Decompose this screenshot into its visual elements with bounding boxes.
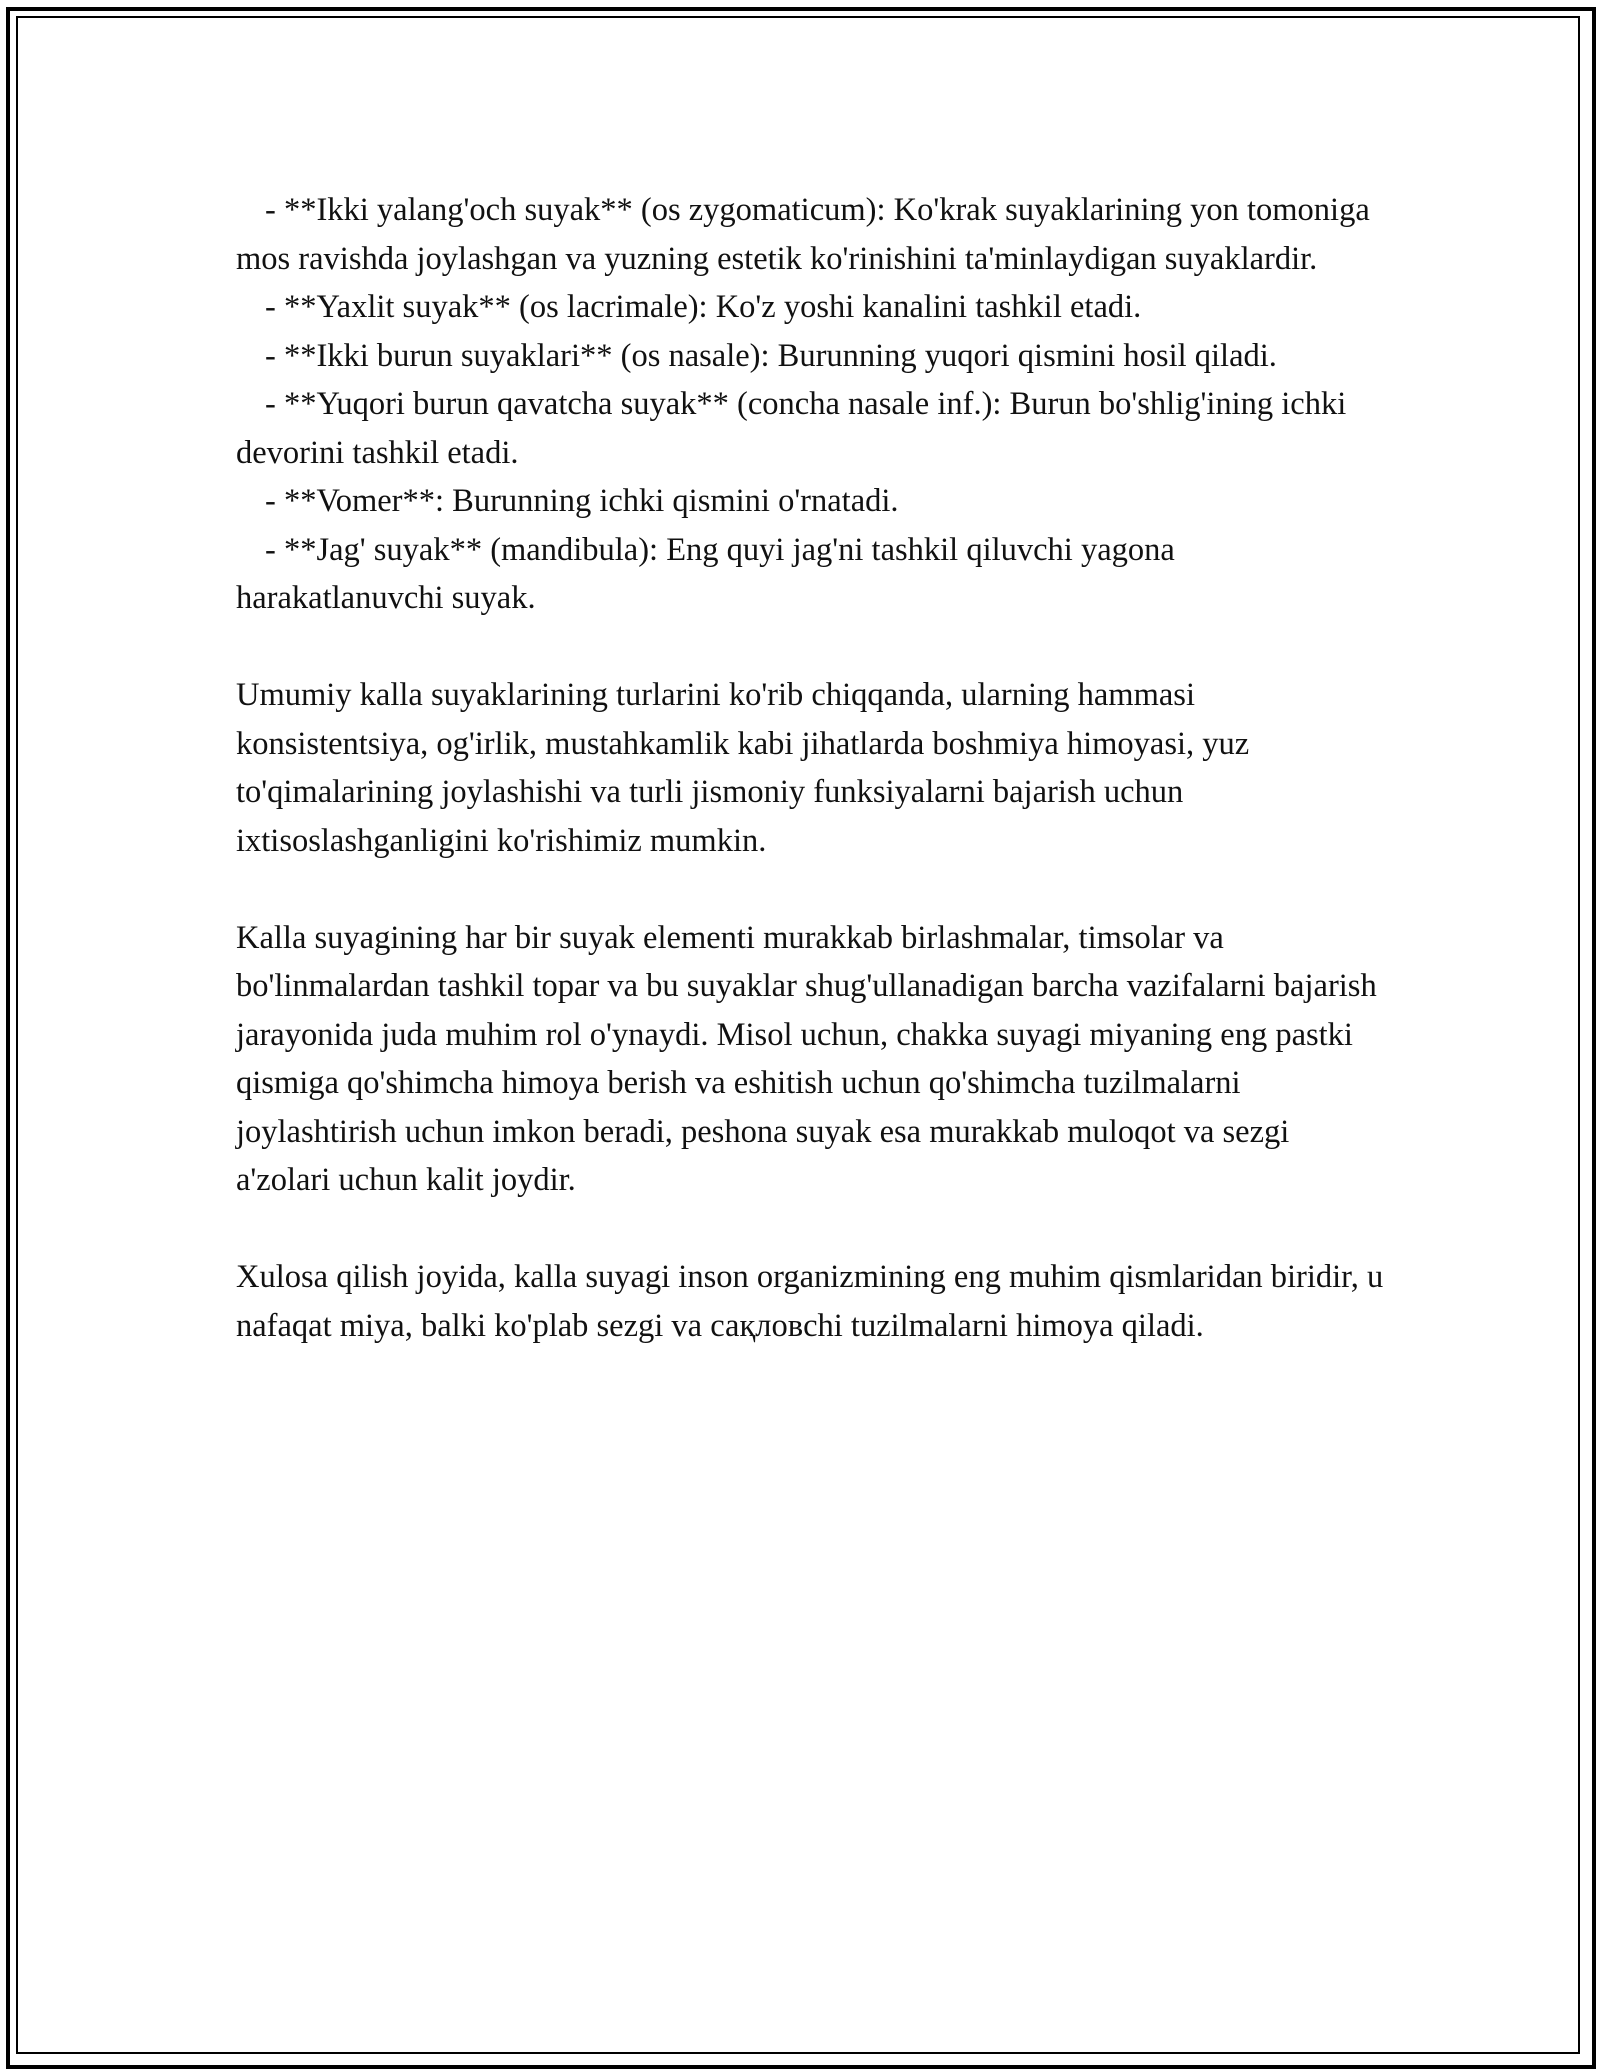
list-item <box>236 332 1386 381</box>
list-item-text: - **Yuqori burun qavatcha suyak** (concha nasale inf.): Burun bo'shlig'ining ichki devorini tashkil etadi. <box>236 386 1347 471</box>
paragraph-details: Kalla suyagining har bir suyak elementi murakkab birlashmalar, timsolar va bo'linmalardan tashkil topar va bu suyaklar shug'ullanadigan barcha vazifalarni bajarish jarayonida juda muhim rol o'ynaydi. Misol uchun, chakka suyagi miyaning eng pastki qismiga qo'shimcha himoya berish va eshitish uchun qo'shimcha tuzilmalarni joylashtirish uchun imkon beradi, peshona suyak esa murakkab muloqot va sezgi a'zolari uchun kalit joydir. <box>236 919 1377 1198</box>
list-item-text: - **Yaxlit suyak** (os lacrimale): Ko'z yoshi kanalini tashkil etadi. <box>265 289 1142 325</box>
list-item-text: - **Vomer**: Burunning ichki qismini o'rnatadi. <box>265 483 899 519</box>
list-item <box>236 477 1386 526</box>
document-body <box>236 186 1386 1350</box>
list-item <box>236 283 1386 332</box>
list-item <box>236 186 1386 283</box>
list-item-text: - **Ikki yalang'och suyak** (os zygomaticum): Ko'krak suyaklarining yon tomoniga mos ravishda joylashgan va yuzning estetik ko'rinishini ta'minlaydigan suyaklardir. <box>236 192 1370 277</box>
list-item-text: - **Jag' suyak** (mandibula): Eng quyi jag'ni tashkil qiluvchi yagona harakatlanuvchi suyak. <box>236 531 1175 616</box>
list-item-text: - **Ikki burun suyaklari** (os nasale): Burunning yuqori qismini hosil qiladi. <box>265 337 1277 374</box>
list-item <box>236 526 1386 623</box>
bullet-list <box>236 186 1386 623</box>
paragraph-conclusion: Xulosa qilish joyida, kalla suyagi inson organizmining eng muhim qismlaridan biridir, u nafaqat miya, balki ko'plab sezgi va сақловchi tuzilmalarni himoya qiladi. <box>236 1259 1384 1344</box>
paragraph-summary: Umumiy kalla suyaklarining turlarini ko'rib chiqqanda, ularning hammasi konsistentsiya, og'irlik, mustahkamlik kabi jihatlarda boshmiya himoyasi, yuz to'qimalarining joylashishi va turli jismoniy funksiyalarni bajarish uchun ixtisoslashganligini ko'rishimiz mumkin. <box>236 677 1250 859</box>
list-item <box>236 380 1386 477</box>
